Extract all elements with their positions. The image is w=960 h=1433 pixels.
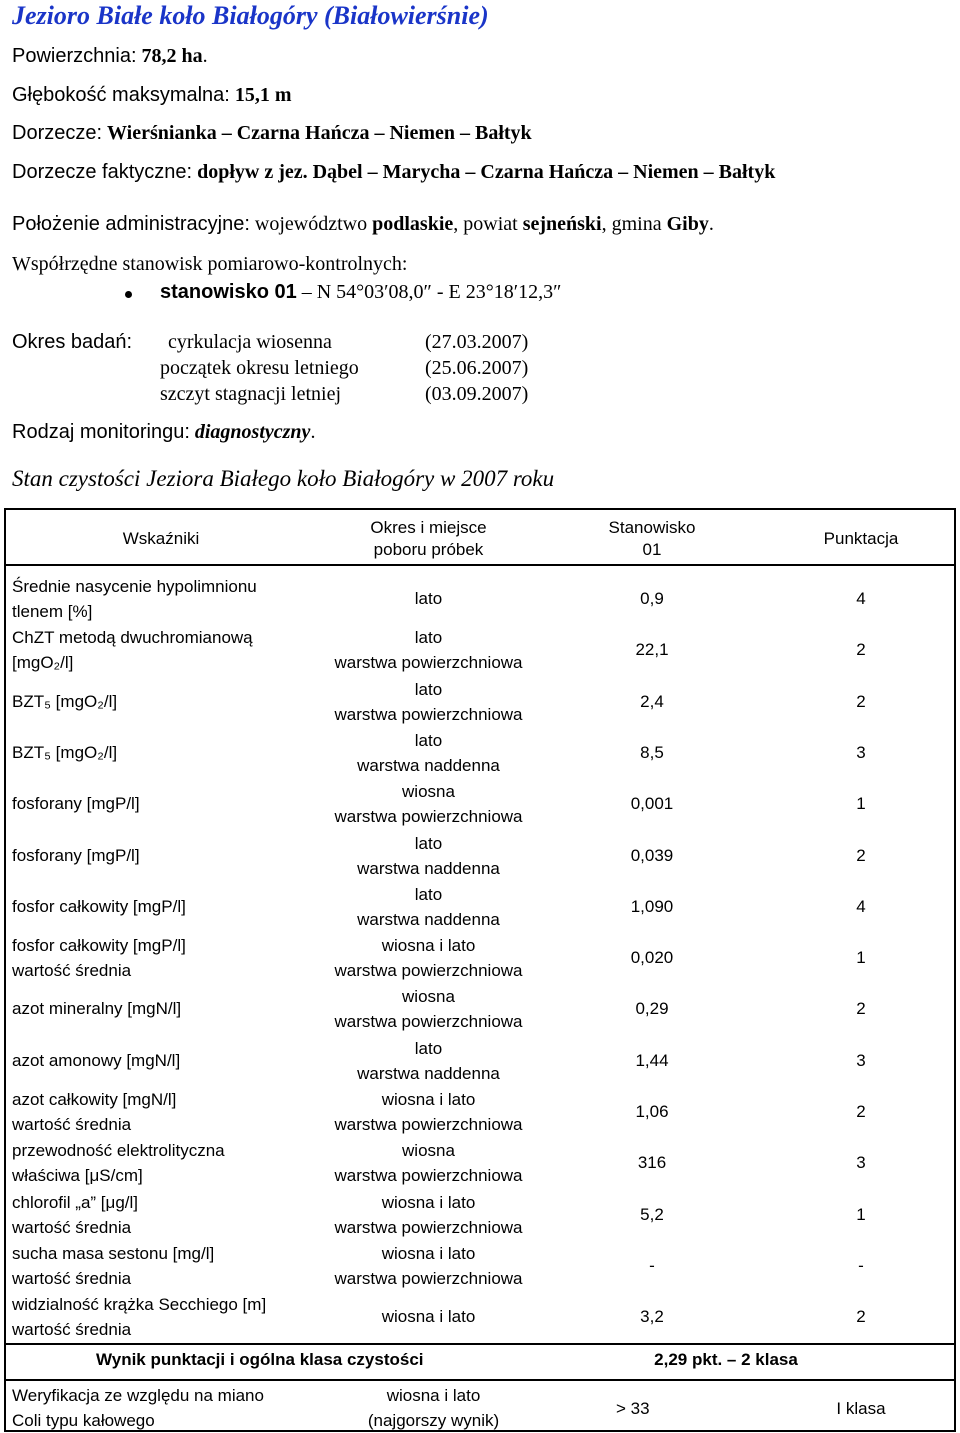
score-value: 2 [856, 640, 866, 660]
sampling-period: wiosna i lato [381, 1243, 476, 1263]
indicator-name-2: wartość średnia [12, 1320, 132, 1340]
sampling-period: lato [414, 589, 443, 608]
okres-date: (03.09.2007) [425, 383, 529, 405]
sampling-period: lato [414, 628, 443, 648]
verification-label-1: Weryfikacja ze względu na miano [12, 1386, 264, 1405]
score-value: 1 [856, 794, 866, 814]
score-value: 1 [856, 1204, 866, 1224]
verification-okres-2: (najgorszy wynik) [367, 1411, 500, 1430]
header-okres-2: poboru próbek [373, 540, 484, 559]
sampling-layer: warstwa powierzchniowa [334, 1166, 523, 1186]
sampling-layer: warstwa naddenna [357, 755, 500, 775]
sampling-layer: warstwa powierzchniowa [334, 1012, 523, 1032]
indicator-name: BZT₅ [mgO₂/l] [12, 742, 118, 762]
indicator-name: sucha masa sestonu [mg/l] [12, 1243, 215, 1263]
glebokosc-line [12, 84, 292, 107]
score-value: 4 [856, 896, 866, 916]
polozenie-woj-label: województwo [254, 213, 368, 235]
sampling-layer: warstwa naddenna [357, 909, 500, 929]
score-value: 3 [856, 1050, 866, 1070]
sampling-layer: warstwa powierzchniowa [334, 653, 523, 673]
verification-okres-1: wiosna i lato [386, 1386, 481, 1405]
score-value: - [858, 1255, 864, 1275]
verification-label-2: Coli typu kałowego [12, 1411, 155, 1430]
sampling-period: lato [414, 833, 443, 853]
stanowisko-label: stanowisko 01 [160, 281, 297, 303]
quality-table [4, 508, 956, 1432]
indicator-name: fosforany [mgP/l] [12, 845, 140, 865]
score-value: 2 [856, 1102, 866, 1121]
verification-value: > 33 [616, 1399, 650, 1418]
station-value: 1,44 [635, 1050, 669, 1070]
indicator-name: fosforany [mgP/l] [12, 794, 140, 814]
rodzaj-value: diagnostyczny [194, 421, 311, 443]
station-value: 5,2 [640, 1204, 664, 1224]
sampling-period: wiosna [402, 1141, 455, 1161]
station-value: 0,9 [640, 589, 664, 608]
score-value: 3 [856, 1153, 866, 1173]
sampling-period: lato [414, 884, 443, 904]
table-caption: Stan czystości Jeziora Białego koło Białogóry w 2007 roku [12, 466, 555, 491]
score-value: 3 [856, 742, 866, 762]
score-value: 2 [856, 845, 866, 865]
sampling-period: wiosna i lato [381, 1192, 476, 1212]
polozenie-gm-value: Giby [666, 213, 709, 235]
summary-label: Wynik punktacji i ogólna klasa czystości [96, 1350, 424, 1369]
okres-label: Okres badań: [12, 331, 133, 353]
powierzchnia-label: Powierzchnia: [12, 45, 137, 67]
indicator-name-2: tlenem [%] [12, 602, 93, 621]
okres-item: cyrkulacja wiosenna [168, 331, 332, 353]
polozenie-gm-label: gmina [611, 213, 662, 235]
station-value: 2,4 [640, 691, 664, 711]
glebokosc-value: 15,1 m [234, 84, 292, 106]
polozenie-pow-value: sejneński [522, 213, 602, 235]
stanowisko-line [160, 281, 561, 304]
bullet-icon [125, 291, 132, 298]
indicator-name: BZT₅ [mgO₂/l] [12, 691, 118, 711]
okres-date: (25.06.2007) [425, 357, 529, 379]
sampling-period: lato [414, 679, 443, 699]
sampling-period: wiosna [402, 987, 455, 1007]
score-value: 1 [856, 948, 866, 968]
indicator-name: fosfor całkowity [mgP/l] [12, 936, 186, 956]
header-stanowisko-1: Stanowisko [608, 518, 696, 537]
sampling-period: wiosna i lato [381, 1090, 476, 1109]
sampling-layer: warstwa powierzchniowa [334, 1115, 523, 1134]
rodzaj-label: Rodzaj monitoringu: [12, 421, 190, 443]
station-value: - [649, 1255, 655, 1275]
sampling-layer: warstwa naddenna [357, 1063, 500, 1083]
header-okres-1: Okres i miejsce [370, 518, 487, 537]
sampling-layer: warstwa powierzchniowa [334, 961, 523, 981]
summary-value: 2,29 pkt. – 2 klasa [654, 1350, 798, 1369]
polozenie-label: Położenie administracyjne: [12, 213, 250, 235]
station-value: 22,1 [635, 640, 669, 660]
sampling-layer: warstwa powierzchniowa [334, 704, 523, 724]
page-title: Jezioro Białe koło Białogóry (Białowierśnie) [12, 1, 489, 30]
okres-item: początek okresu letniego [160, 357, 359, 379]
dorzecze-label: Dorzecze: [12, 122, 103, 144]
sampling-period: lato [414, 1038, 443, 1058]
indicator-name: widzialność krążka Secchiego [m] [12, 1295, 267, 1315]
station-value: 0,020 [630, 948, 674, 968]
sampling-layer: warstwa powierzchniowa [334, 807, 523, 827]
indicator-name: chlorofil „a” [μg/l] [12, 1192, 138, 1212]
header-punktacja: Punktacja [823, 529, 899, 548]
dorzecze-faktyczne-label: Dorzecze faktyczne: [12, 161, 193, 183]
sampling-period: wiosna [402, 782, 455, 802]
indicator-name-2: właściwa [μS/cm] [12, 1166, 143, 1186]
header-wskazniki: Wskaźniki [122, 529, 200, 548]
polozenie-woj-value: podlaskie [372, 213, 454, 235]
dorzecze-value: Wierśnianka – Czarna Hańcza – Niemen – Bałtyk [107, 122, 532, 144]
station-value: 8,5 [640, 742, 664, 762]
polozenie-line: Położenie administracyjne: województwo podlaskie, powiat sejneński, gmina Giby. [12, 213, 714, 235]
sampling-layer: warstwa powierzchniowa [334, 1217, 523, 1237]
station-value: 316 [637, 1153, 667, 1173]
sampling-period: lato [414, 730, 443, 750]
score-value: 4 [856, 589, 866, 608]
verification-class: I klasa [836, 1399, 886, 1418]
powierzchnia-line: Powierzchnia: 78,2 ha. [12, 45, 208, 67]
indicator-name-2: wartość średnia [12, 1217, 132, 1237]
station-value: 0,039 [630, 845, 674, 865]
polozenie-pow-label: powiat [463, 213, 518, 235]
indicator-name: ChZT metodą dwuchromianową [12, 628, 253, 648]
station-value: 1,06 [635, 1102, 669, 1121]
station-value: 0,001 [630, 794, 674, 814]
indicator-name: azot całkowity [mgN/l] [12, 1090, 177, 1109]
powierzchnia-value: 78,2 ha [141, 45, 203, 67]
glebokosc-label: Głębokość maksymalna: [12, 84, 230, 106]
stanowisko-coords: – N 54°03′08,0″ - E 23°18′12,3″ [301, 281, 562, 303]
indicator-name: Średnie nasycenie hypolimnionu [12, 577, 257, 596]
indicator-name-2: wartość średnia [12, 1268, 132, 1288]
station-value: 1,090 [630, 896, 674, 916]
sampling-period: wiosna i lato [381, 1307, 476, 1327]
indicator-name: fosfor całkowity [mgP/l] [12, 896, 186, 916]
score-value: 2 [856, 691, 866, 711]
header-divider [6, 564, 954, 566]
station-value: 3,2 [640, 1307, 664, 1327]
indicator-name: azot amonowy [mgN/l] [12, 1050, 181, 1070]
summary-divider [6, 1343, 954, 1345]
sampling-period: wiosna i lato [381, 936, 476, 956]
indicator-name-2: wartość średnia [12, 961, 132, 981]
okres-date: (27.03.2007) [425, 331, 529, 353]
indicator-name-2: wartość średnia [12, 1115, 132, 1134]
sampling-layer: warstwa powierzchniowa [334, 1268, 523, 1288]
verification-divider [6, 1379, 954, 1381]
header-stanowisko-2: 01 [642, 540, 662, 559]
dorzecze-faktyczne-value: dopływ z jez. Dąbel – Marycha – Czarna Hańcza – Niemen – Bałtyk [197, 161, 776, 183]
okres-item: szczyt stagnacji letniej [160, 383, 342, 405]
indicator-name: przewodność elektrolityczna [12, 1141, 225, 1161]
sampling-layer: warstwa naddenna [357, 858, 500, 878]
score-value: 2 [856, 1307, 866, 1327]
station-value: 0,29 [635, 999, 669, 1019]
wspolrzedne-label: Współrzędne stanowisk pomiarowo-kontrolnych: [12, 253, 408, 275]
indicator-name: azot mineralny [mgN/l] [12, 999, 182, 1019]
dorzecze-line [12, 122, 532, 145]
dorzecze-faktyczne-line [12, 161, 775, 184]
indicator-name-2: [mgO₂/l] [12, 653, 74, 673]
rodzaj-line: Rodzaj monitoringu: diagnostyczny. [12, 421, 316, 443]
score-value: 2 [856, 999, 866, 1019]
